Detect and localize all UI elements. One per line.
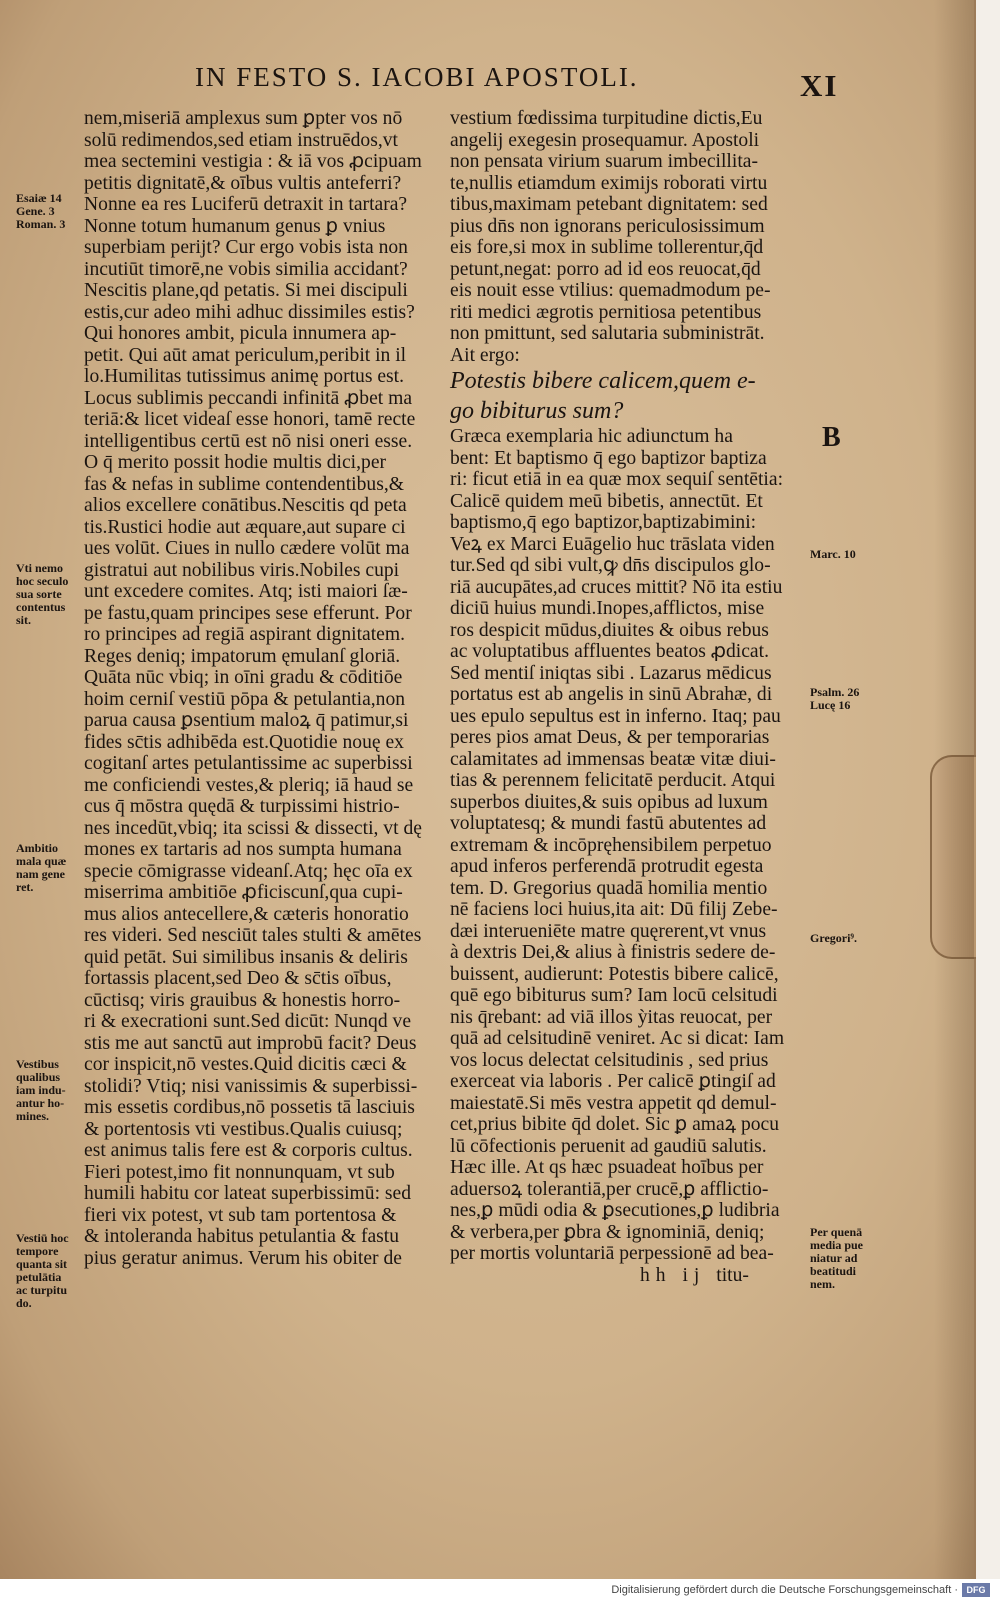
marginal-note-line: media pue xyxy=(810,1238,864,1252)
text-line: angelij exegesin prosequamur. Apostoli xyxy=(450,129,760,151)
margin-section-letter: B xyxy=(822,422,841,453)
text-line: tias & perennem felicitatē perducit. Atqui xyxy=(450,770,776,791)
text-line: quē ego bibiturus sum? Iam locū celsitudi xyxy=(450,985,778,1006)
marginal-note-line: quanta sit xyxy=(16,1257,68,1271)
marginal-note-left xyxy=(16,562,68,627)
text-line: solū redimendos,sed etiam instruēdos,vt xyxy=(84,129,398,151)
text-line: intelligentibus certū est nō nisi oneri esse. xyxy=(84,430,413,452)
text-line: cet,prius bibite q̄d dolet. Sic ꝑ amaꝝ pocu xyxy=(450,1114,780,1135)
marginal-note-line: ac turpitu xyxy=(16,1283,67,1297)
text-line: exerceat via laboris . Per calicē ꝑtingiſ ad xyxy=(450,1071,776,1092)
text-line: Reges deniq; impatorum ęmulanſ gloriā. xyxy=(84,645,401,667)
text-line: tur.Sed qd sibi vult,ꝙ dn̄s discipulos glo- xyxy=(450,555,771,576)
text-line: portatus est ab angelis in sinū Abrahæ, di xyxy=(450,684,773,705)
marginal-note-line: mines. xyxy=(16,1109,49,1123)
text-line: cus q̄ mōstra quędā & turpissimi histrio- xyxy=(84,796,400,817)
text-line: fortassis placent,sed Deo & sc̄tis oībus, xyxy=(84,968,392,989)
catchword: titu- xyxy=(716,1264,749,1286)
marginal-note-line: tempore xyxy=(16,1244,59,1258)
marginal-note-left xyxy=(16,842,66,894)
text-line: Ait ergo: xyxy=(450,344,520,366)
text-line: est animus talis fere est & corporis cultus. xyxy=(84,1140,413,1161)
text-line: quid petāt. Sui similibus insanis & deliris xyxy=(84,946,408,968)
marginal-note-line: nem. xyxy=(810,1277,835,1291)
text-line: ri & execrationi sunt.Sed dicūt: Nunqd ve xyxy=(84,1011,412,1032)
marginal-note-line: nam gene xyxy=(16,867,65,881)
text-line: fieri vix potest, vt sub tam portentosa & xyxy=(84,1204,397,1226)
marginal-note-line: ret. xyxy=(16,880,34,894)
marginal-note-left xyxy=(16,1058,66,1123)
text-line: peres pios amat Deus, & per temporarias xyxy=(450,727,770,748)
text-line: eis fore,si mox in sublime tollerentur,q̄d xyxy=(450,237,764,258)
text-line: cogitanſ artes petulantissime ac superbissi xyxy=(84,753,413,774)
text-line: Nonne totum humanum genus ꝑ vnius xyxy=(84,215,386,237)
marginal-note-line: Marc. 10 xyxy=(810,547,856,561)
text-line: calamitates ad immensas beatæ vitæ diui- xyxy=(450,748,776,770)
text-line: specie cōmigrasse videanſ.Atq; hęc oīa ex xyxy=(84,860,413,882)
text-line: maiestatē.Si mēs vestra appetit qd demul- xyxy=(450,1092,777,1114)
marginal-note-line: Per quenā xyxy=(810,1225,863,1239)
text-line: tem. D. Gregorius quadā homilia mentio xyxy=(450,877,768,899)
marginal-note-line: antur ho- xyxy=(16,1096,65,1110)
text-line: nes,ꝑ mūdi odia & ꝑsecutiones,ꝑ ludibria xyxy=(450,1200,780,1221)
text-line: ac voluptatibus affluentes beatos ꝓdicat. xyxy=(450,641,769,662)
marginal-note-right xyxy=(810,548,856,561)
text-line: Calicē quidem meū bibetis, annectūt. Et xyxy=(450,490,763,512)
text-line: per mortis voluntariā perpessionē ad bea- xyxy=(450,1243,774,1264)
text-line: diciū huius mundi.Inopes,afflictos, mise xyxy=(450,598,765,619)
text-line: ri: ficut etiā in ea quæ mox sequiſ sentētia: xyxy=(450,469,784,490)
marginal-note-line: Vti nemo xyxy=(16,561,63,575)
text-line: humili habitu cor lateat superbissimū: sed xyxy=(84,1183,412,1204)
marginal-note-line: Gene. 3 xyxy=(16,204,55,218)
marginal-note-left xyxy=(16,192,65,231)
right-column-intro xyxy=(450,108,810,366)
text-line: pius dn̄s non ignorans periculosissimum xyxy=(450,215,765,237)
marginal-note-line: Vestibus xyxy=(16,1057,59,1071)
text-line: Sed mentiſ iniqtas sibi . Lazarus mēdicus xyxy=(450,662,772,684)
text-line: tis.Rustici hodie aut æquare,aut supare ci xyxy=(84,516,406,538)
marginal-note-right xyxy=(810,686,859,712)
text-line: bent: Et baptismo q̄ ego baptizor baptiza xyxy=(450,447,767,469)
text-line: stis me aut sanctū aut improbū facit? Deus xyxy=(84,1032,417,1054)
text-line: non pensata virium suarum imbecillita- xyxy=(450,151,758,172)
page-tab-flap xyxy=(930,755,976,959)
marginal-note-line: Vestiū hoc xyxy=(16,1231,69,1245)
text-line: Hæc ille. At qs hæc psuadeat hoībus per xyxy=(450,1157,764,1178)
text-line: res videri. Sed nesciūt tales stulti & amētes xyxy=(84,925,422,946)
text-line: Nescitis plane,qd petatis. Si mei discipuli xyxy=(84,280,408,301)
marginal-note-line: Roman. 3 xyxy=(16,217,66,231)
signature-text: hh ij xyxy=(640,1264,706,1286)
text-line: superbos diuites,& suis opibus ad luxum xyxy=(450,791,768,813)
right-text-column xyxy=(450,108,810,1286)
text-line: nem,miseriā amplexus sum ꝑpter vos nō xyxy=(84,108,403,129)
marginal-note-line: petulātia xyxy=(16,1270,62,1284)
marginal-note-line: qualibus xyxy=(16,1070,61,1084)
text-line: me conficiendi vestes,& pleriq; iā haud se xyxy=(84,774,414,796)
text-line: Veꝝ ex Marci Euāgelio huc trāslata viden xyxy=(450,533,775,555)
signature-mark xyxy=(450,1265,810,1287)
text-line: vestium fœdissima turpitudine dictis,Eu xyxy=(450,108,763,129)
marginal-note-right xyxy=(810,1226,863,1291)
text-line: riā aucupātes,ad cruces mittit? Nō ita estiu xyxy=(450,576,783,598)
text-line: petit. Qui aūt amat periculum,peribit in il xyxy=(84,344,407,366)
folio-number: XI xyxy=(800,68,839,103)
marginal-note-right xyxy=(810,932,857,945)
marginal-note-line: Esaiæ 14 xyxy=(16,191,62,205)
text-line: & portentosis vti vestibus.Qualis cuiusq; xyxy=(84,1118,403,1140)
text-line: vos locus delectat celsitudinis , sed prius xyxy=(450,1049,769,1071)
marginal-note-line: iam indu- xyxy=(16,1083,66,1097)
marginal-note-line: do. xyxy=(16,1296,32,1310)
text-line: ros despicit mūdus,diuites & oibus rebus xyxy=(450,619,769,641)
text-line: pius geratur animus. Verum his obiter de xyxy=(84,1247,402,1269)
marginal-note-line: sit. xyxy=(16,613,31,627)
running-title: IN FESTO S. IACOBI APOSTOLI. xyxy=(195,62,639,92)
text-line: parua causa ꝑsentium maloꝝ q̄ patimur,si xyxy=(84,710,409,731)
text-line: gistratui aut nobilibus viris.Nobiles cupi xyxy=(84,559,400,581)
text-line: non pmittunt, sed salutaria subministrāt. xyxy=(450,323,765,344)
text-line: baptismo,q̄ ego baptizor,baptizabimini: xyxy=(450,512,757,533)
scripture-heading xyxy=(450,366,810,426)
digitization-footer xyxy=(0,1579,1000,1604)
marginal-note-line: Lucę 16 xyxy=(810,698,851,712)
text-line: hoim cerniſ vestiū pōpa & petulantia,non xyxy=(84,688,406,710)
text-line: Locus sublimis peccandi infinitā ꝓbet ma xyxy=(84,387,413,409)
text-line: petitis dignitatē,& oībus vultis anteferri? xyxy=(84,172,402,194)
text-line: Nonne ea res Luciferū detraxit in tartara? xyxy=(84,194,408,215)
text-line: Græca exemplaria hic adiunctum ha xyxy=(450,426,733,447)
text-line: Quāta nūc vbiq; in oīni gradu & cōditiōe xyxy=(84,667,403,688)
text-line: nē faciens loci huius,ita ait: Dū filij Zebe- xyxy=(450,899,778,920)
text-line: fides sc̄tis adhibēda est.Quotidie nouę ex xyxy=(84,731,404,753)
text-line: mea sectemini vestigia : & iā vos ꝓcipuam xyxy=(84,151,422,172)
marginal-note-line: beatitudi xyxy=(810,1264,857,1278)
text-line: voluptatesq; & mundi fastū abutentes ad xyxy=(450,813,767,834)
dfg-logo: DFG xyxy=(962,1583,990,1597)
text-line: nes incedūt,vbiq; ita scissi & dissecti, vt dę xyxy=(84,817,422,839)
marginal-note-left xyxy=(16,1232,69,1310)
text-line: Fieri potest,imo fit nonnunquam, vt sub xyxy=(84,1161,395,1183)
text-line: mus alios antecellere,& cæteris honoratio xyxy=(84,903,409,925)
text-line: lū cōfectionis peruenit ad gaudiū salutis. xyxy=(450,1135,767,1157)
heading-line: Potestis bibere calicem,quem e- xyxy=(450,368,756,394)
text-line: buissent, audierunt: Potestis bibere calicē, xyxy=(450,963,779,985)
text-line: fas & nefas in sublime contendentibus,& xyxy=(84,473,404,495)
text-line: incutiūt timorē,ne vobis similia accidant? xyxy=(84,258,408,280)
text-line: & intoleranda habitus petulantia & fastu xyxy=(84,1226,400,1247)
text-line: lo.Humilitas tutissimus animę portus est. xyxy=(84,366,405,387)
marginal-note-line: Gregori⁹. xyxy=(810,931,858,945)
text-line: nis q̄rebant: ad viā illos ỳitas reuocat, per xyxy=(450,1006,773,1028)
text-line: dæi interueniēte matre quęrerent,vt vnus xyxy=(450,920,767,942)
text-line: te,nullis etiamdum eximijs roborati virtu xyxy=(450,172,768,194)
marginal-note-line: sua sorte xyxy=(16,587,62,601)
text-line: petunt,negat: porro ad id eos reuocat,q̄d xyxy=(450,258,761,280)
text-line: ro principes ad regiā aspirant dignitatem. xyxy=(84,624,406,645)
text-line: ues epulo sepultus est in inferno. Itaq; pau xyxy=(450,705,781,727)
text-line: unt excedere comites. Atq; isti maiori ſæ- xyxy=(84,581,408,602)
marginal-note-line: Ambitio xyxy=(16,841,58,855)
marginal-note-line: mala quæ xyxy=(16,854,67,868)
text-line: estis,cur adeo mihi adhuc dissimiles estis? xyxy=(84,301,415,323)
text-line: cūctisq; viris grauibus & honestis horro- xyxy=(84,989,401,1011)
text-line: alios excellere conātibus.Nescitis qd peta xyxy=(84,495,407,516)
text-line: cor inspicit,nō vestes.Quid dicitis cæci & xyxy=(84,1054,407,1075)
text-line: Qui honores ambit, picula innumera ap- xyxy=(84,323,397,344)
text-line: mis essetis cordibus,nō possetis tā lasciuis xyxy=(84,1097,415,1118)
marginal-note-line: niatur ad xyxy=(810,1251,858,1265)
marginal-note-line: hoc seculo xyxy=(16,574,69,588)
heading-line: go bibiturus sum? xyxy=(450,398,624,424)
text-line: apud inferos perferendā protrudit egesta xyxy=(450,856,764,877)
marginal-note-line: Psalm. 26 xyxy=(810,685,860,699)
text-line: aduersoꝝ tolerantiā,per crucē,ꝑ afflictio- xyxy=(450,1178,769,1200)
right-column-body xyxy=(450,426,810,1265)
text-line: stolidi? Vtiq; nisi vanissimis & superbissi- xyxy=(84,1075,418,1097)
text-line: mones ex tartaris ad nos sumpta humana xyxy=(84,839,402,860)
text-line: pe fastu,quam principes sese efferunt. Por xyxy=(84,602,412,624)
text-line: & verbera,per ꝑbra & ignominiā, deniq; xyxy=(450,1221,765,1243)
text-line: teriā:& licet videaſ esse honori, tamē recte xyxy=(84,409,416,430)
marginal-note-line: contentus xyxy=(16,600,66,614)
text-line: superbiam perijt? Cur ergo vobis ista non xyxy=(84,237,408,258)
text-line: miserrima ambitiōe ꝓficiscunſ,qua cupi- xyxy=(84,882,403,903)
text-line: eis nouit esse vtilius: quemadmodum pe- xyxy=(450,280,771,301)
text-line: tibus,maximam petebant dignitatem: sed xyxy=(450,194,768,215)
text-line: à dextris Dei,& alius à finistris sedere de- xyxy=(450,942,776,963)
left-text-column xyxy=(84,108,444,1269)
footer-credit: Digitalisierung gefördert durch die Deutsche Forschungsgemeinschaft · xyxy=(611,1584,958,1596)
text-line: riti medici ægrotis pernitiosa petentibus xyxy=(450,301,762,323)
text-line: ues volūt. Ciues in nullo cædere volūt ma xyxy=(84,538,410,559)
text-line: extremam & incōpręhensibilem perpetuo xyxy=(450,834,772,856)
text-line: quā ad celsitudinē veniret. Ac si dicat: Iam xyxy=(450,1028,785,1049)
text-line: O q̄ merito possit hodie multis dici,per xyxy=(84,452,387,473)
